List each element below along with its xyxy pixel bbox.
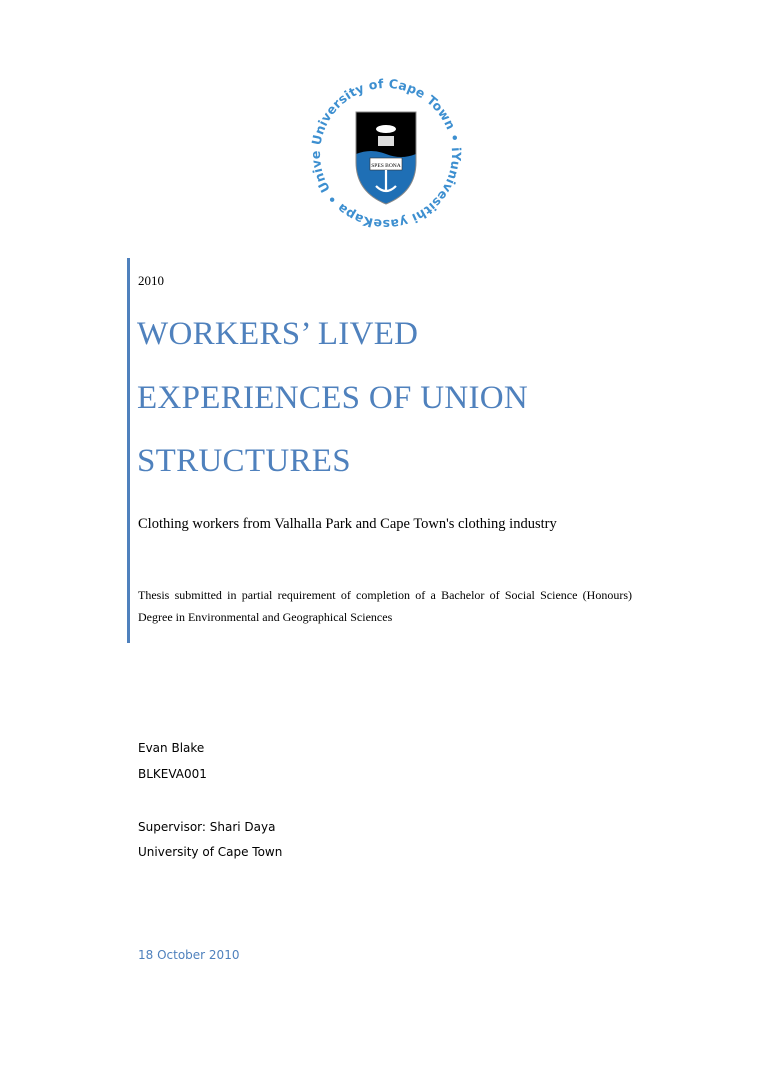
supervisor: Supervisor: Shari Daya bbox=[138, 820, 276, 834]
author-name: Evan Blake bbox=[138, 741, 205, 755]
logo-motto: SPES BONA bbox=[371, 163, 401, 169]
accent-bar bbox=[127, 258, 130, 643]
student-number: BLKEVA001 bbox=[138, 767, 207, 781]
institution: University of Cape Town bbox=[138, 845, 283, 859]
logo-ring-text: University of Cape Town • iYunivesithi yaseKapa • Unive bbox=[307, 75, 465, 233]
year: 2010 bbox=[138, 273, 164, 288]
university-logo bbox=[306, 74, 466, 234]
title-line-1: WORKERS’ LIVED bbox=[137, 316, 419, 352]
thesis-note: Thesis submitted in partial requirement of completion of a Bachelor of Social Science (Honours) Degree in Environmental and Geographical Sciences bbox=[138, 588, 632, 624]
title-line-2: EXPERIENCES OF UNION bbox=[137, 380, 529, 416]
subtitle: Clothing workers from Valhalla Park and Cape Town's clothing industry bbox=[138, 516, 557, 532]
submission-date: 18 October 2010 bbox=[138, 948, 240, 962]
title-line-3: STRUCTURES bbox=[137, 443, 351, 479]
